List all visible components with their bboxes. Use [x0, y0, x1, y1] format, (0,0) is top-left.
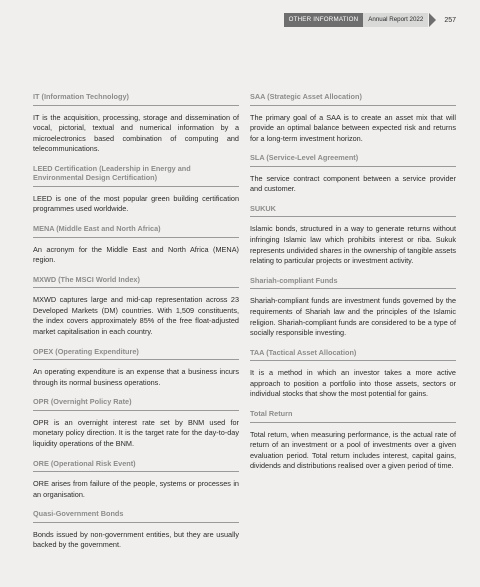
glossary-definition: An acronym for the Middle East and North Africa (MENA) region.	[33, 244, 239, 265]
glossary-entry	[250, 204, 456, 267]
page-header	[284, 13, 456, 27]
glossary-term: Quasi-Government Bonds	[33, 509, 239, 523]
glossary-entry	[250, 92, 456, 144]
glossary-term: OPEX (Operating Expenditure)	[33, 347, 239, 361]
glossary-definition: An operating expenditure is an expense that a business incurs through its normal business operations.	[33, 367, 239, 387]
glossary-definition: MXWD captures large and mid-cap representation across 23 Developed Markets (DM) countries. With 1,509 constituents, the index covers approximately 85% of the free float-adjusted market capitalisation in each country.	[33, 295, 239, 337]
glossary-entry	[33, 397, 239, 449]
glossary-entry	[250, 348, 456, 400]
glossary-term: OPR (Overnight Policy Rate)	[33, 397, 239, 411]
glossary-definition: Bonds issued by non-government entities, but they are usually backed by the government.	[33, 529, 239, 550]
glossary-term: SUKUK	[250, 204, 456, 218]
glossary-entry	[33, 459, 239, 501]
report-label: Annual Report 2022	[363, 13, 428, 27]
glossary-definition: The primary goal of a SAA is to create an asset mix that will provide an optimal balance between expected risk and returns for a long-term investment horizon.	[250, 112, 456, 143]
glossary-definition: Islamic bonds, structured in a way to generate returns without infringing Islamic law which prohibits interest or riba. Sukuk represents undivided shares in the ownership of tangible assets relating to particular projects or investment activity.	[250, 224, 456, 266]
glossary-definition: LEED is one of the most popular green building certification programmes used worldwide.	[33, 193, 239, 214]
glossary-entry	[33, 92, 239, 155]
glossary-term: Shariah-compliant Funds	[250, 276, 456, 290]
glossary-entry	[250, 276, 456, 339]
glossary-term: TAA (Tactical Asset Allocation)	[250, 348, 456, 362]
glossary-definition: IT is the acquisition, processing, storage and dissemination of vocal, pictorial, textual and numerical information by a microelectronics based combination of computing and telecommunications.	[33, 112, 239, 154]
glossary-term: SAA (Strategic Asset Allocation)	[250, 92, 456, 106]
glossary-definition: Shariah-compliant funds are investment funds governed by the requirements of Shariah law and the principles of the Islamic religion. Shariah-compliant funds are considered to be a type of socially responsible investing.	[250, 296, 456, 338]
glossary-term: SLA (Service-Level Agreement)	[250, 153, 456, 167]
page-number: 257	[444, 16, 456, 24]
glossary-entry	[33, 164, 239, 215]
glossary-term: MENA (Middle East and North Africa)	[33, 224, 239, 238]
glossary-term: IT (Information Technology)	[33, 92, 239, 106]
glossary-definition: OPR is an overnight interest rate set by BNM used for monetary policy direction. It is the target rate for the day-to-day liquidity operations of the BNM.	[33, 417, 239, 448]
glossary-entry	[33, 275, 239, 338]
glossary-term: Total Return	[250, 409, 456, 423]
glossary-definition: ORE arises from failure of the people, systems or processes in an organisation.	[33, 479, 239, 499]
chevron-right-icon	[429, 13, 436, 27]
glossary-entry	[33, 509, 239, 551]
glossary-left-column	[33, 92, 239, 560]
section-label: OTHER INFORMATION	[284, 13, 364, 27]
glossary-term: ORE (Operational Risk Event)	[33, 459, 239, 473]
glossary-entry	[250, 153, 456, 195]
glossary-entry	[250, 409, 456, 472]
glossary-definition: Total return, when measuring performance, is the actual rate of return of an investment or a pool of investments over a given evaluation period. Total return includes interest, capital gains, dividends and distributions realised over a given period of time.	[250, 429, 456, 471]
glossary-entry	[33, 224, 239, 266]
glossary-term: LEED Certification (Leadership in Energy and Environmental Design Certification)	[33, 164, 239, 187]
glossary-term: MXWD (The MSCI World Index)	[33, 275, 239, 289]
glossary-definition: It is a method in which an investor takes a more active approach to position a portfolio into those assets, sectors or individual stocks that show the most potential for gains.	[250, 368, 456, 399]
glossary-right-column	[250, 92, 456, 481]
glossary-entry	[33, 347, 239, 389]
glossary-definition: The service contract component between a service provider and customer.	[250, 173, 456, 194]
